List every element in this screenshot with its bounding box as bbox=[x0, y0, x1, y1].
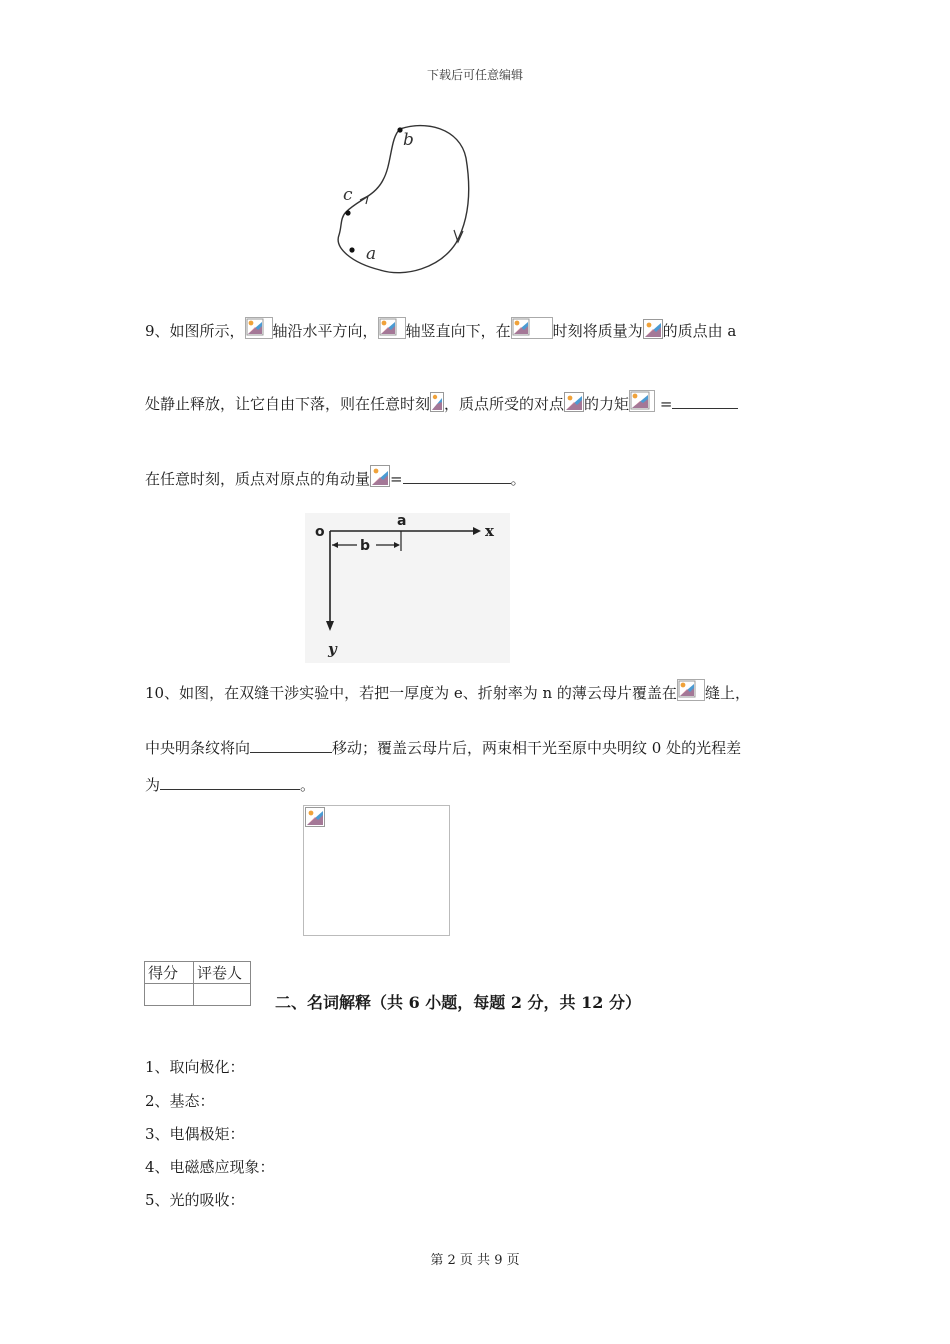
q10-line2: 中央明条纹将向 移动；覆盖云母片后，两束相干光至原中央明纹 0 处的光程差 bbox=[145, 739, 742, 757]
broken-image-icon bbox=[511, 317, 553, 339]
q9-line2: 处静止释放，让它自由下落，则在任意时刻 ，质点所受的对点 的力矩 = bbox=[145, 390, 738, 414]
q9-line1: 9、如图所示， 轴沿水平方向， 轴竖直向下，在 时刻将质量为 的质点由 a bbox=[145, 317, 736, 341]
y-axis-label: y bbox=[328, 640, 337, 658]
axes-figure bbox=[305, 513, 510, 663]
score-header: 得分 bbox=[145, 962, 194, 984]
page-footer: 第 2 页 共 9 页 bbox=[430, 1253, 520, 1268]
grader-cell[interactable] bbox=[194, 984, 251, 1006]
broken-image-icon bbox=[564, 392, 584, 412]
broken-image-icon bbox=[305, 807, 325, 827]
loop-path-figure bbox=[330, 118, 480, 283]
distance-a-label: a bbox=[397, 513, 407, 529]
broken-image-icon bbox=[677, 679, 705, 701]
broken-image-icon bbox=[370, 465, 390, 487]
score-table bbox=[144, 961, 251, 1006]
grader-header: 评卷人 bbox=[194, 962, 251, 984]
q10-line3: 为 。 bbox=[145, 776, 316, 794]
page-header: 下载后可任意编辑 bbox=[426, 68, 523, 82]
section-title: 二、名词解释（共 6 小题，每题 2 分，共 12 分） bbox=[275, 993, 641, 1012]
origin-label: o bbox=[315, 524, 325, 540]
point-a-label: a bbox=[366, 244, 377, 264]
term-item: 4、电磁感应现象： bbox=[145, 1158, 275, 1176]
point-c-label: c bbox=[343, 185, 353, 205]
score-cell[interactable] bbox=[145, 984, 194, 1006]
broken-image-icon bbox=[378, 317, 406, 339]
q10-line1: 10、如图，在双缝干涉实验中，若把一厚度为 e、折射率为 n 的薄云母片覆盖在 缝上， bbox=[145, 679, 750, 703]
missing-image-frame bbox=[303, 805, 450, 936]
term-item: 2、基态： bbox=[145, 1092, 215, 1110]
broken-image-icon bbox=[430, 392, 444, 412]
answer-blank[interactable] bbox=[160, 775, 300, 790]
point-b-label: b bbox=[403, 130, 414, 150]
q9-line3: 在任意时刻，质点对原点的角动量 = 。 bbox=[145, 465, 526, 489]
answer-blank[interactable] bbox=[250, 738, 332, 753]
distance-b-label: b bbox=[360, 538, 371, 554]
answer-blank[interactable] bbox=[672, 394, 738, 409]
broken-image-icon bbox=[245, 317, 273, 339]
answer-blank[interactable] bbox=[403, 469, 511, 484]
broken-image-icon bbox=[629, 390, 655, 412]
broken-image-icon bbox=[643, 319, 663, 339]
x-axis-label: x bbox=[485, 522, 494, 540]
term-item: 3、电偶极矩： bbox=[145, 1125, 245, 1143]
term-item: 5、光的吸收： bbox=[145, 1191, 245, 1209]
term-item: 1、取向极化： bbox=[145, 1058, 245, 1076]
